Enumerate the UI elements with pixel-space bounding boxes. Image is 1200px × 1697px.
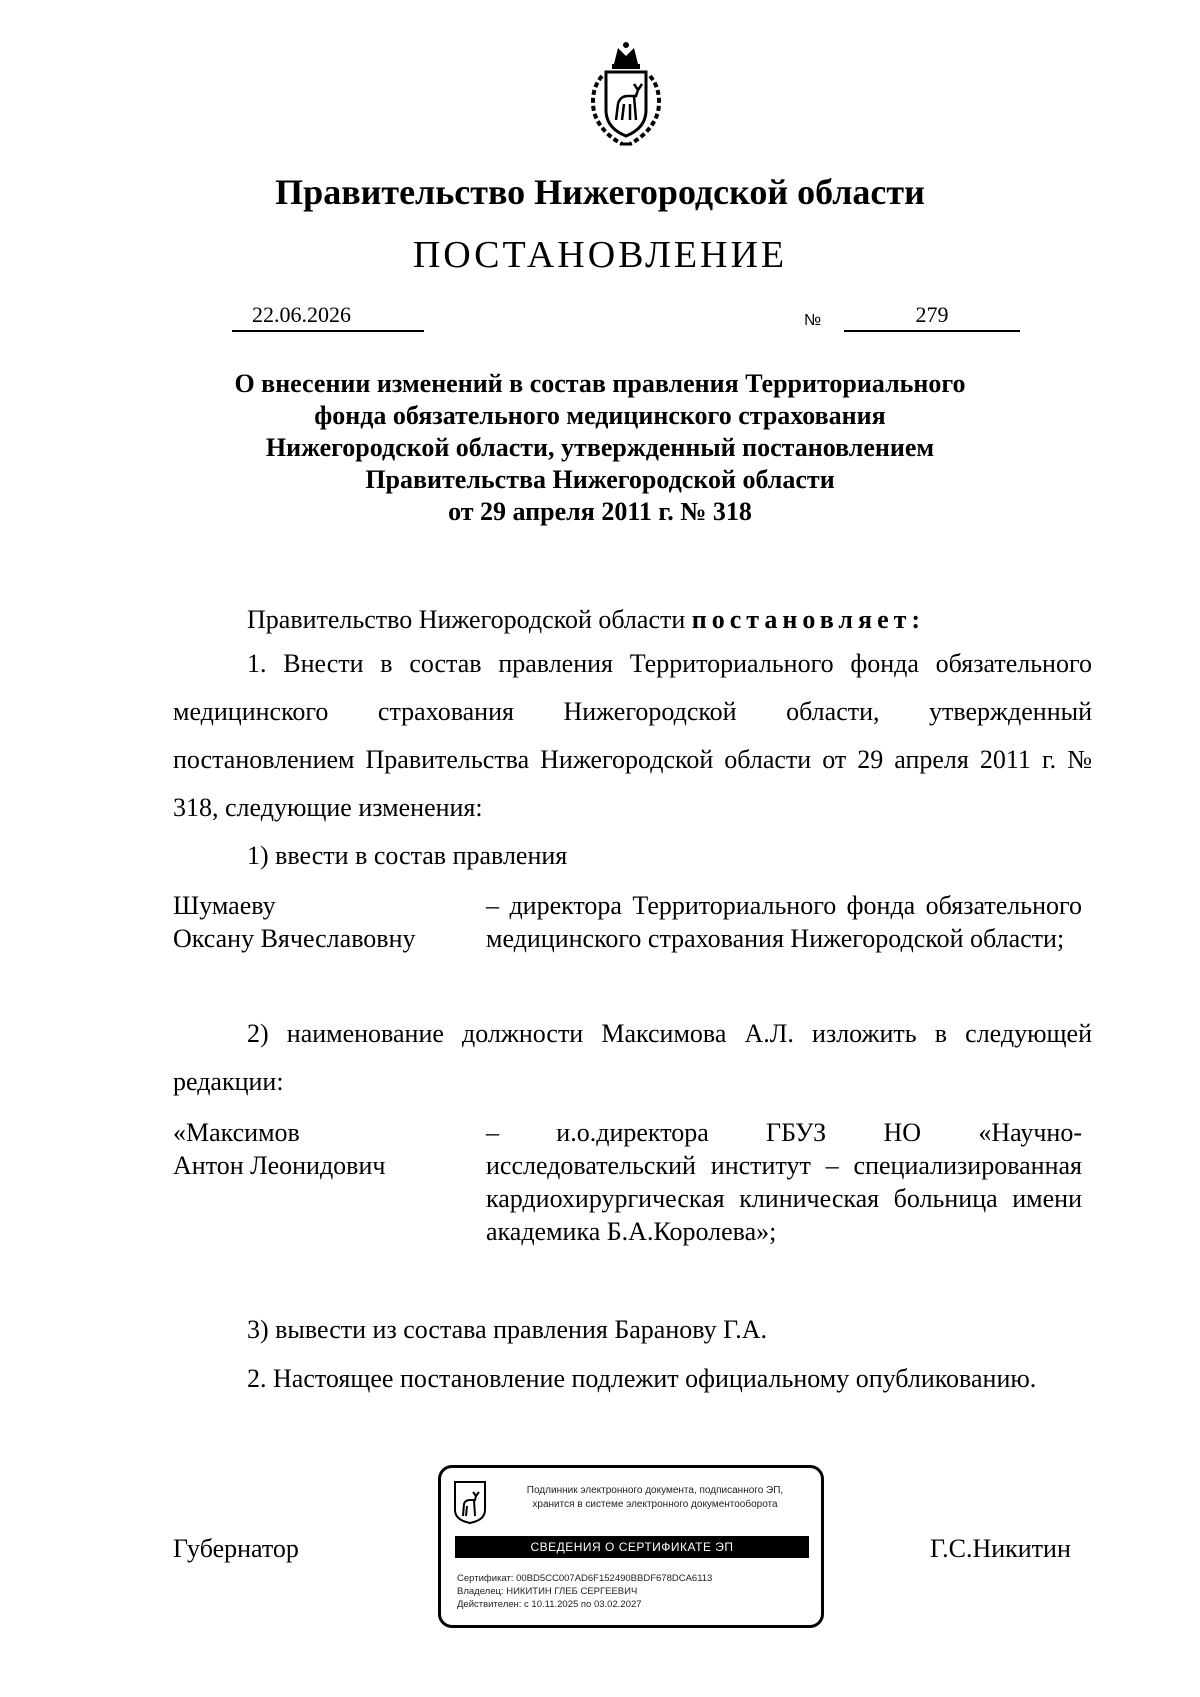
preamble-verb: постановляет: bbox=[691, 605, 926, 634]
certificate-validity: Действителен: с 10.11.2025 по 03.02.2027 bbox=[457, 1599, 642, 1610]
preamble-text: Правительство Нижегородской области bbox=[247, 605, 686, 634]
signatory-name: Г.С.Никитин bbox=[930, 1534, 1071, 1563]
coat-of-arms-icon bbox=[576, 40, 676, 150]
subject-line: Нижегородской области, утвержденный постановлением bbox=[265, 433, 935, 462]
electronic-signature-stamp bbox=[438, 1465, 824, 1628]
subject-line: Правительства Нижегородской области bbox=[365, 465, 835, 494]
certificate-owner: Владелец: НИКИТИН ГЛЕБ СЕРГЕЕВИЧ bbox=[457, 1586, 638, 1597]
certificate-header: СВЕДЕНИЯ О СЕРТИФИКАТЕ ЭП bbox=[455, 1536, 809, 1558]
name-line: «Максимов bbox=[173, 1118, 300, 1147]
subitem-3: 3) вывести из состава правления Баранову Г.А. bbox=[247, 1315, 768, 1344]
signatory-position: Губернатор bbox=[173, 1534, 299, 1563]
document-type: ПОСТАНОВЛЕНИЕ bbox=[412, 234, 788, 276]
item-2: 2. Настоящее постановление подлежит официальному опубликованию. bbox=[247, 1364, 1037, 1393]
certificate-id: Сертификат: 00BD5CC007AD6F152490BBDF678DCA6113 bbox=[457, 1573, 713, 1584]
entry-1-description: – директора Территориального фонда обязательного медицинского страхования Нижегородской области; bbox=[486, 891, 1082, 953]
item-1: 1. Внести в состав правления Территориального фонда обязательного медицинского страхования Нижегородской области, утвержденный постановлением Правительства Нижегородской области от 29 апреля 2011 г. № 318, следующие изменения: bbox=[173, 649, 1092, 822]
document-date bbox=[232, 302, 424, 332]
subitem-1: 1) ввести в состав правления bbox=[247, 841, 568, 870]
name-line: Антон Леонидович bbox=[173, 1151, 386, 1180]
entry-1-name bbox=[173, 889, 473, 955]
document-number: 279 bbox=[844, 302, 1020, 332]
document-subject bbox=[150, 368, 1050, 528]
certificate-details bbox=[457, 1572, 817, 1611]
date-value: 22.06.2026 bbox=[252, 302, 351, 327]
name-line: Оксану Вячеславовну bbox=[173, 924, 416, 953]
stamp-note-line: хранится в системе электронного документооборота bbox=[532, 1499, 778, 1510]
government-title: Правительство Нижегородской области bbox=[275, 172, 925, 212]
preamble bbox=[173, 596, 1092, 644]
subject-line: фонда обязательного медицинского страхования bbox=[314, 401, 886, 430]
name-line: Шумаеву bbox=[173, 891, 276, 920]
subject-line: от 29 апреля 2011 г. № 318 bbox=[448, 497, 752, 526]
subject-line: О внесении изменений в состав правления Территориального bbox=[234, 369, 966, 398]
entry-2-description: – и.о.директора ГБУЗ НО «Научно-исследовательский институт – специализированная кардиохирургическая клиническая больница имени академика Б.А.Королева»; bbox=[486, 1118, 1082, 1246]
stamp-note-line: Подлинник электронного документа, подписанного ЭП, bbox=[526, 1485, 784, 1496]
deer-emblem-icon bbox=[453, 1480, 487, 1524]
stamp-note bbox=[497, 1484, 813, 1512]
number-label: № bbox=[804, 312, 822, 329]
subitem-2: 2) наименование должности Максимова А.Л. изложить в следующей редакции: bbox=[173, 1019, 1092, 1096]
entry-2-name bbox=[173, 1116, 473, 1182]
